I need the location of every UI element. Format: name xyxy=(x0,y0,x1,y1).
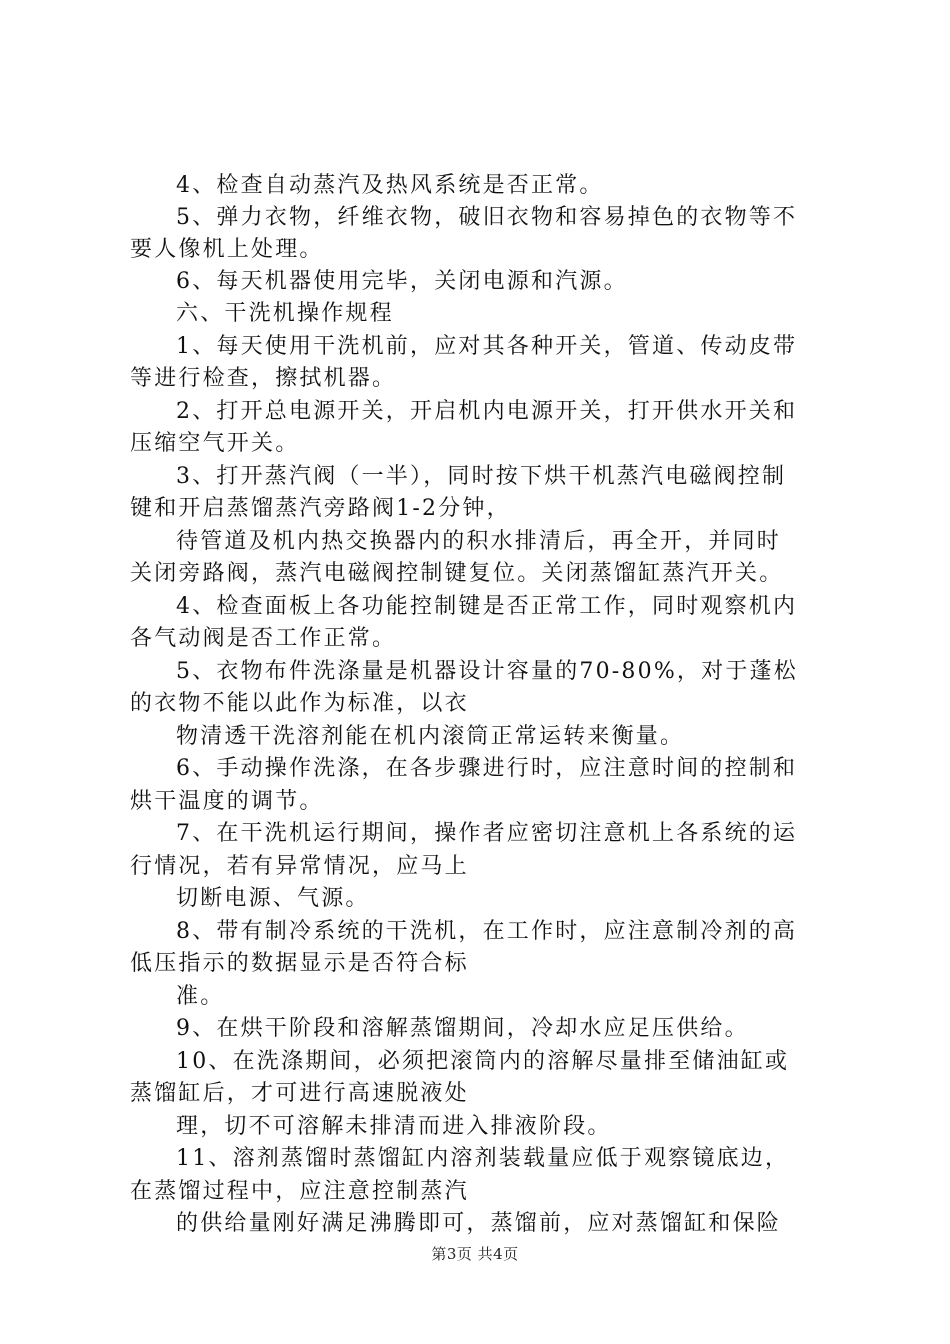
text-line: 2、打开总电源开关，开启机内电源开关，打开供水开关和 xyxy=(176,399,798,424)
text-line: 关闭旁路阀，蒸汽电磁阀控制键复位。关闭蒸馏缸蒸汽开关。 xyxy=(130,561,784,586)
text-line: 9、在烘干阶段和溶解蒸馏期间，冷却水应足压供给。 xyxy=(176,1016,749,1041)
text-line: 3、打开蒸汽阀（一半），同时按下烘干机蒸汽电磁阀控制 xyxy=(176,464,787,489)
text-line: 蒸馏缸后，才可进行高速脱液处 xyxy=(130,1081,469,1106)
text-line: 4、检查自动蒸汽及热风系统是否正常。 xyxy=(176,173,604,198)
text-line: 键和开启蒸馏蒸汽旁路阀1-2分钟， xyxy=(130,496,511,521)
text-line: 压缩空气开关。 xyxy=(130,431,300,456)
text-line: 的供给量刚好满足沸腾即可，蒸馏前，应对蒸馏缸和保险 xyxy=(176,1211,782,1236)
text-line: 烘干温度的调节。 xyxy=(130,789,324,814)
text-line: 7、在干洗机运行期间，操作者应密切注意机上各系统的运 xyxy=(176,821,798,846)
text-line: 切断电源、气源。 xyxy=(176,886,370,911)
text-line: 各气动阀是否工作正常。 xyxy=(130,626,397,651)
text-line: 8、带有制冷系统的干洗机，在工作时，应注意制冷剂的高 xyxy=(176,919,798,944)
page-number-footer: 第3页 共4页 xyxy=(431,1245,519,1263)
text-line: 的衣物不能以此作为标准，以衣 xyxy=(130,691,469,716)
text-line: 5、弹力衣物，纤维衣物，破旧衣物和容易掉色的衣物等不 xyxy=(176,205,798,230)
text-line: 理，切不可溶解未排清而进入排液阶段。 xyxy=(176,1114,612,1139)
text-line: 1、每天使用干洗机前，应对其各种开关，管道、传动皮带 xyxy=(176,334,798,359)
text-line: 10、在洗涤期间，必须把滚筒内的溶解尽量排至储油缸或 xyxy=(176,1049,790,1074)
text-line: 低压指示的数据显示是否符合标 xyxy=(130,951,469,976)
text-line: 在蒸馏过程中，应注意控制蒸汽 xyxy=(130,1179,469,1204)
text-line: 6、每天机器使用完毕，关闭电源和汽源。 xyxy=(176,269,628,294)
text-line: 6、手动操作洗涤，在各步骤进行时，应注意时间的控制和 xyxy=(176,756,798,781)
text-line: 待管道及机内热交换器内的积水排清后，再全开，并同时 xyxy=(176,529,782,554)
text-line: 11、溶剂蒸馏时蒸馏缸内溶剂装载量应低于观察镜底边， xyxy=(176,1146,790,1171)
text-line: 准。 xyxy=(176,984,225,1009)
text-line: 行情况，若有异常情况，应马上 xyxy=(130,854,469,879)
text-line: 要人像机上处理。 xyxy=(130,237,324,262)
text-line: 等进行检查，擦拭机器。 xyxy=(130,366,397,391)
text-line: 4、检查面板上各功能控制键是否正常工作，同时观察机内 xyxy=(176,594,798,619)
text-line: 5、衣物布件洗涤量是机器设计容量的70-80%，对于蓬松 xyxy=(176,659,798,684)
text-line: 物清透干洗溶剂能在机内滚筒正常运转来衡量。 xyxy=(176,724,685,749)
section-heading: 六、干洗机操作规程 xyxy=(176,301,394,326)
